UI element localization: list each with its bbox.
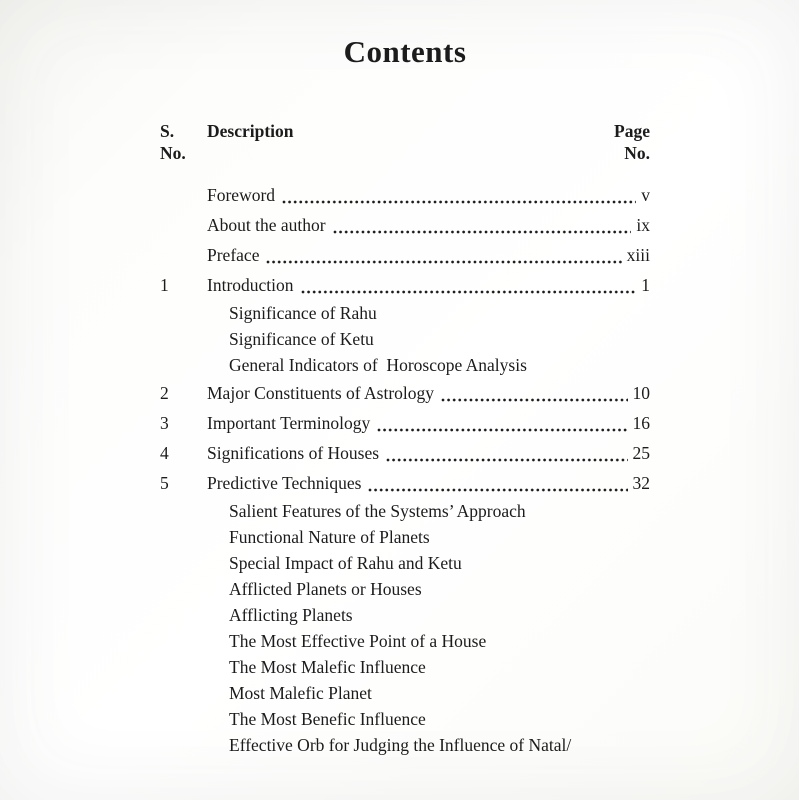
entry-title: Afflicting Planets (229, 604, 353, 625)
page-title: Contents (343, 34, 467, 69)
entry-number: 1 (160, 274, 169, 295)
toc-entry (160, 210, 650, 240)
entry-number (160, 302, 207, 325)
toc-entry (160, 378, 650, 408)
entry-page-number: ix (636, 214, 650, 235)
entry-number: 3 (160, 412, 169, 433)
entry-number (160, 328, 207, 351)
dot-leader (301, 281, 637, 295)
entry-number (160, 682, 207, 705)
dot-leader (333, 221, 632, 235)
entry-title: Effective Orb for Judging the Influence of Natal/ (229, 734, 572, 755)
entry-number (160, 244, 207, 267)
entry-number (160, 630, 207, 653)
entry-body (207, 604, 650, 627)
entry-body (207, 578, 650, 601)
entry-body (207, 382, 650, 405)
entry-title: About the author (207, 214, 326, 235)
entry-body (207, 442, 650, 465)
entry-page-number: 1 (641, 274, 650, 295)
toc-entry (160, 628, 650, 654)
entry-body (207, 412, 650, 435)
toc-entry (160, 240, 650, 270)
entry-body (207, 682, 650, 705)
entry-body (207, 552, 650, 575)
entry-body (207, 274, 650, 297)
toc-entry (160, 732, 650, 758)
toc-entry (160, 408, 650, 438)
entry-title: Introduction (207, 274, 294, 295)
toc-entry (160, 270, 650, 300)
entry-body (207, 500, 650, 523)
entry-number: 4 (160, 442, 169, 463)
entry-number (160, 184, 207, 207)
entry-title: Predictive Techniques (207, 472, 362, 493)
entry-title: The Most Effective Point of a House (229, 630, 487, 651)
toc-entry (160, 352, 650, 378)
entry-number (160, 604, 207, 627)
toc-entry (160, 706, 650, 732)
entry-body (207, 302, 650, 325)
entry-page-number: 16 (632, 412, 650, 433)
entry-body (207, 244, 650, 267)
entry-title: General Indicators of Horoscope Analysis (229, 354, 527, 375)
toc-entry (160, 180, 650, 210)
entry-body (207, 214, 650, 237)
entry-title: Preface (207, 244, 260, 265)
toc-entry (160, 602, 650, 628)
dot-leader (441, 389, 627, 403)
toc-entry (160, 654, 650, 680)
entry-number (160, 656, 207, 679)
dot-leader (386, 449, 627, 463)
entry-number (160, 708, 207, 731)
header-page-no (614, 120, 650, 164)
toc-entry (160, 300, 650, 326)
toc-entry (160, 576, 650, 602)
entry-body (207, 184, 650, 207)
toc-entry (160, 550, 650, 576)
toc-entry (160, 438, 650, 468)
entry-body (207, 354, 650, 377)
entry-body (207, 708, 650, 731)
entry-number (160, 500, 207, 523)
entry-body (207, 526, 650, 549)
entry-page-number: 32 (632, 472, 650, 493)
header-serial-line1: S. (160, 121, 175, 141)
entry-page-number: v (641, 184, 650, 205)
entry-title: Major Constituents of Astrology (207, 382, 435, 403)
toc-entry (160, 326, 650, 352)
header-page-line1: Page (614, 121, 650, 141)
entry-page-number: 10 (632, 382, 650, 403)
toc-header (160, 120, 650, 164)
entry-page-number: xiii (626, 244, 650, 265)
entry-number: 5 (160, 472, 169, 493)
header-serial-no (160, 120, 207, 164)
entry-body (207, 734, 650, 757)
toc-entry (160, 680, 650, 706)
entry-title: Significations of Houses (207, 442, 380, 463)
header-description: Description (207, 121, 294, 141)
entry-number (160, 578, 207, 601)
entry-title: Most Malefic Planet (229, 682, 372, 703)
entry-number (160, 552, 207, 575)
entry-body (207, 328, 650, 351)
entry-title: Afflicted Planets or Houses (229, 578, 422, 599)
dot-leader (377, 419, 627, 433)
dot-leader (266, 251, 621, 265)
dot-leader (368, 479, 627, 493)
header-page-line2: No. (624, 143, 650, 163)
entry-number (160, 214, 207, 237)
entry-title: Functional Nature of Planets (229, 526, 430, 547)
toc-entry (160, 524, 650, 550)
entry-title: The Most Malefic Influence (229, 656, 426, 677)
toc-content (160, 34, 650, 758)
entry-title: Important Terminology (207, 412, 371, 433)
entry-title: Salient Features of the Systems’ Approach (229, 500, 526, 521)
dot-leader (282, 191, 636, 205)
entry-title: Significance of Rahu (229, 302, 377, 323)
toc-entry (160, 498, 650, 524)
entry-page-number: 25 (632, 442, 650, 463)
entry-title: The Most Benefic Influence (229, 708, 426, 729)
entry-number (160, 354, 207, 377)
toc-entry (160, 468, 650, 498)
entry-body (207, 656, 650, 679)
entry-title: Significance of Ketu (229, 328, 374, 349)
entry-number (160, 734, 207, 757)
entry-title: Special Impact of Rahu and Ketu (229, 552, 462, 573)
header-serial-line2: No. (160, 143, 186, 163)
entry-title: Foreword (207, 184, 276, 205)
entry-number: 2 (160, 382, 169, 403)
entry-body (207, 472, 650, 495)
toc-rows (160, 180, 650, 758)
entry-body (207, 630, 650, 653)
entry-number (160, 526, 207, 549)
